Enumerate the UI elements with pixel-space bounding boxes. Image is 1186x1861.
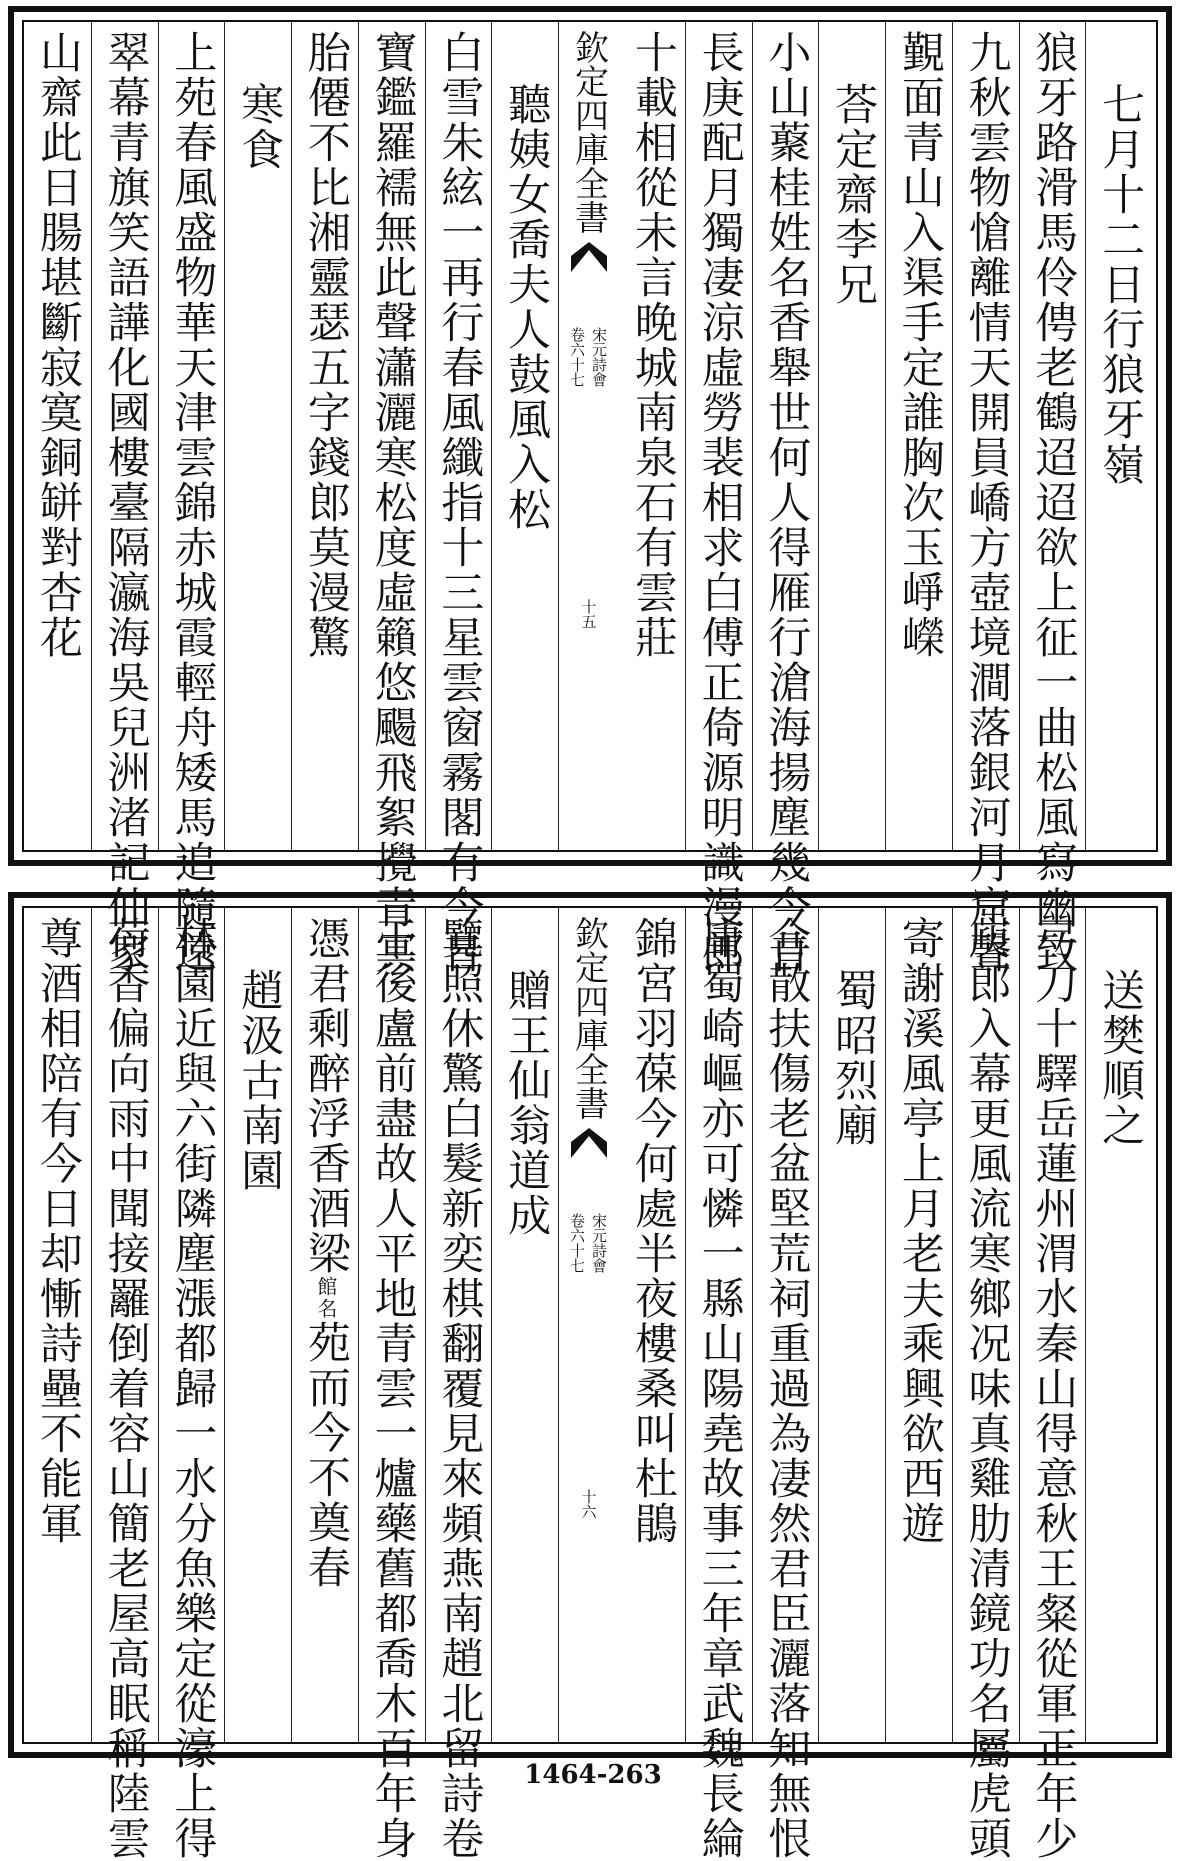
verse-line: 上苑春風盛物華天津雲錦赤城霞輕舟矮馬追隨遠 xyxy=(167,30,218,975)
bottom_page-left-column-2 xyxy=(358,908,426,1861)
verse-line: 翠幕青旗笑語譁化國樓臺隔瀛海吳兒洲渚記仙家 xyxy=(100,30,151,975)
bottom_page-center-column xyxy=(558,908,619,1742)
folio-number: 十六 xyxy=(579,1489,598,1519)
verse-line: 林園近與六街隣塵漲都歸一水分魚樂定從濠上得 xyxy=(167,916,218,1861)
verse-line: 長庚配月獨凄涼虛勞裴相求白傅正倚源明識漫郎 xyxy=(694,30,745,975)
top_page-right-column-2 xyxy=(952,22,1020,975)
verse-line: 小山藂桂姓名香舉世何人得雁行滄海揚塵幾今昔 xyxy=(761,30,812,975)
verse-line: 庾郎入幕更風流寒鄉况味真雞肋清鏡功名屬虎頭 xyxy=(961,916,1012,1861)
bottom_page-right-column-1 xyxy=(1019,908,1087,1861)
poem-title: 寒食 xyxy=(234,82,285,172)
top_page-right-column-1 xyxy=(1019,22,1087,975)
collection-name: 宋元詩會 xyxy=(590,327,608,387)
top_page-center-column xyxy=(558,22,619,850)
top_page-right-column-4 xyxy=(818,22,886,850)
top_page-left-column-4 xyxy=(224,22,292,850)
interlinear-note: 館名 xyxy=(313,1276,338,1320)
bottom_page-left-column-5 xyxy=(158,908,226,1861)
verse-line xyxy=(300,916,351,1590)
verse-line: 錦宮羽葆今何處半夜樓桑叫杜鵑 xyxy=(627,916,678,1546)
verse-segment: 苑而今不奠春 xyxy=(300,1320,351,1590)
verse-line: 合散扶傷老盆堅荒祠重過為凄然君臣灑落知無恨 xyxy=(761,916,812,1861)
bottom_page-left-column-7 xyxy=(24,908,91,1742)
top_page-right-column-3 xyxy=(885,22,953,850)
top_page-left-column-7 xyxy=(24,22,91,850)
folio-number: 十五 xyxy=(579,598,598,629)
bottom_page-left-column-4 xyxy=(224,908,292,1742)
top_page-right-column-6 xyxy=(685,22,753,975)
fish-tail-mark-icon xyxy=(569,242,609,302)
book-title: 欽定四庫全書 xyxy=(568,916,609,1120)
verse-line: 弓刀十驛岳蓮州渭水秦山得意秋王粲從軍正年少 xyxy=(1028,916,1079,1861)
top_page-right-column-5 xyxy=(752,22,820,975)
bottom_page-left-column-0 xyxy=(491,908,559,1742)
bottom_page-left-column-6 xyxy=(91,908,159,1861)
bottom_page-right-column-7 xyxy=(618,908,686,1742)
verse-line: 覽照休驚白髮新奕棋翻覆見來頻燕南趙北留詩卷 xyxy=(434,916,485,1861)
verse-line: 庸蜀崎嶇亦可憐一縣山陽堯故事三年章武魏長綸 xyxy=(694,916,745,1861)
verse-line: 寶鑑羅襦無此聲瀟灑寒松度虛籟悠颺飛絮攪青冥 xyxy=(367,30,418,975)
verse-line: 九秋雲物愴離情天開員嶠方壺境澗落銀河月窟聲 xyxy=(961,30,1012,975)
top_page-right-column-7 xyxy=(618,22,686,850)
top_page-left-column-5 xyxy=(158,22,226,975)
bottom_page-right-column-6 xyxy=(685,908,753,1861)
verse-line: 寄謝溪風亭上月老夫乘興欲西遊 xyxy=(894,916,945,1546)
verse-segment: 憑君剩醉浮香酒梁 xyxy=(300,916,351,1276)
verse-line: 狼牙路滑馬伶俜老鶴迢迢欲上征一曲松風寫幽致 xyxy=(1028,30,1079,975)
bottom_page-right-column-3 xyxy=(885,908,953,1742)
verse-line: 胎僊不比湘靈瑟五字錢郎莫漫驚 xyxy=(300,30,351,660)
bottom_page-right-column-2 xyxy=(952,908,1020,1861)
volume-number: 卷六十七 xyxy=(568,1213,586,1273)
volume-number: 卷六十七 xyxy=(568,327,586,387)
verse-line: 王後盧前盡故人平地青雲一爐藥舊都喬木百年身 xyxy=(367,916,418,1861)
top-page-frame xyxy=(22,20,1158,975)
poem-title: 聽姨女喬夫人鼓風入松 xyxy=(501,82,552,532)
top_page-left-column-3 xyxy=(291,22,359,850)
poem-title: 趙汲古南園 xyxy=(234,968,285,1193)
poem-title: 七月十二日行狼牙嶺 xyxy=(1095,82,1146,487)
top_page-left-column-1 xyxy=(425,22,493,975)
top-book-page xyxy=(8,6,1172,975)
fish-tail-mark-icon xyxy=(569,1128,609,1188)
verse-line: 尊酒相陪有今日却慚詩壘不能軍 xyxy=(32,916,83,1546)
poem-title: 蜀昭烈廟 xyxy=(828,968,879,1148)
top_page-left-column-0 xyxy=(491,22,559,850)
poem-title: 贈王仙翁道成 xyxy=(501,968,552,1238)
bottom_page-left-column-1 xyxy=(425,908,493,1861)
top_page-right-column-0 xyxy=(1085,22,1153,850)
top_page-left-column-6 xyxy=(91,22,159,975)
bottom_page-right-column-0 xyxy=(1085,908,1153,1742)
bottom_page-right-column-4 xyxy=(818,908,886,1742)
book-title: 欽定四庫全書 xyxy=(568,30,609,234)
bottom_page-left-column-3 xyxy=(291,908,359,1742)
top_page-left-column-2 xyxy=(358,22,426,975)
verse-line: 山齋此日腸堪斷寂寞銅缾對杏花 xyxy=(32,30,83,660)
verse-line: 覲面青山入渠手定誰胸次玉崢嶸 xyxy=(894,30,945,660)
poem-title: 荅定齋李兄 xyxy=(828,82,879,307)
page-code: 1464-263 xyxy=(524,1760,662,1790)
bottom_page-right-column-5 xyxy=(752,908,820,1861)
verse-line: 十載相從未言晚城南泉石有雲莊 xyxy=(627,30,678,660)
collection-name: 宋元詩會 xyxy=(590,1213,608,1273)
poem-title: 送樊順之 xyxy=(1095,968,1146,1148)
verse-line: 白雪朱絃一再行春風纖指十三星雲窗霧閣有今昔 xyxy=(434,30,485,975)
verse-line: 荷香偏向雨中聞接䍦倒着容山簡老屋高眠稱陸雲 xyxy=(100,916,151,1861)
